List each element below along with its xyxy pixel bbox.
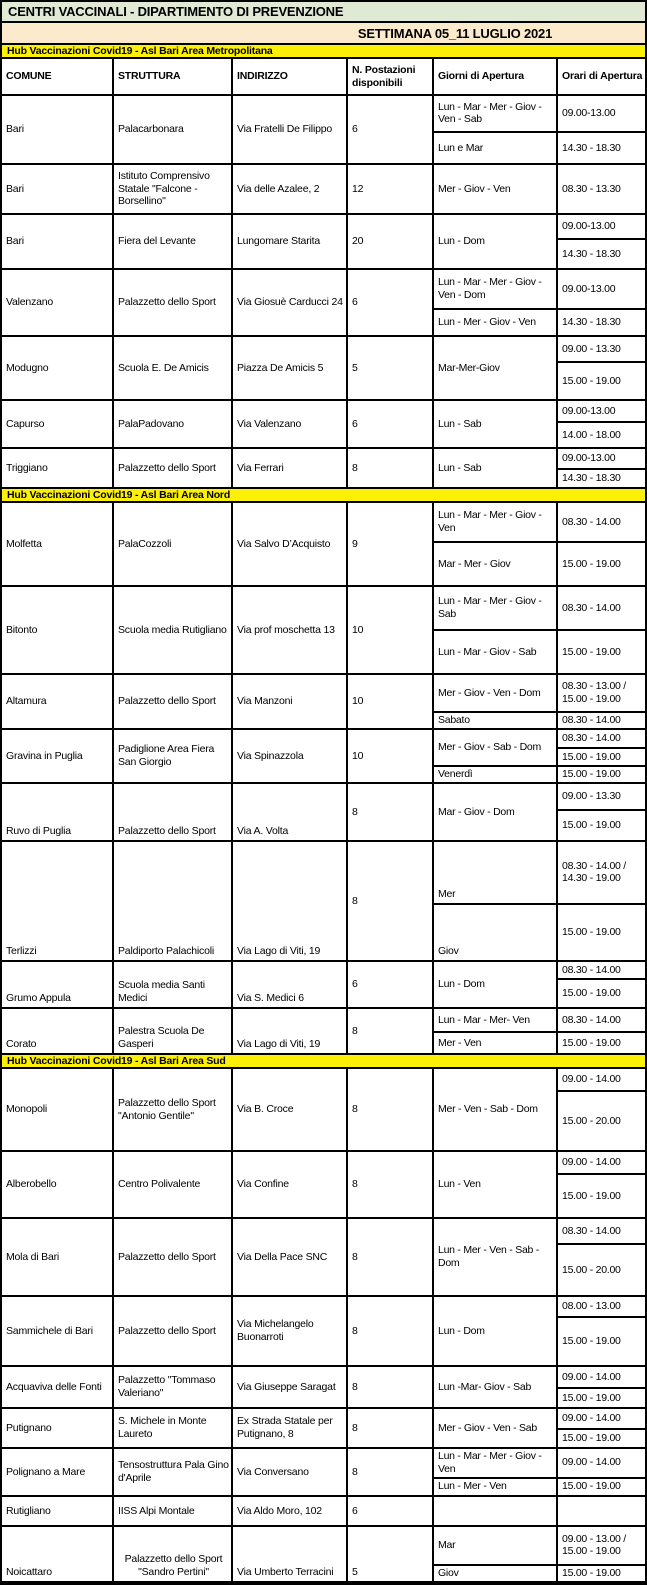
schedule-grid <box>434 1152 645 1217</box>
table-row <box>2 842 645 962</box>
cell-giorni: Mer - Giov - Ven - Dom <box>434 675 558 711</box>
cell-postazioni: 8 <box>348 1069 434 1150</box>
cell-postazioni: 10 <box>348 587 434 673</box>
cell-comune: Bari <box>2 215 114 268</box>
schedule-grid <box>434 730 645 782</box>
cell-postazioni: 8 <box>348 449 434 487</box>
cell-giorni: Mer - Giov - Ven <box>434 165 558 213</box>
cell-indirizzo: Via Valenzano <box>233 401 348 447</box>
cell-orari: 15.00 - 19.00 <box>558 809 645 840</box>
cell-orari: 15.00 - 19.00 <box>558 1173 645 1217</box>
cell-giorni: Lun - Dom <box>434 215 558 268</box>
cell-giorni: Lun - Mar - Giov - Sab <box>434 629 558 673</box>
cell-orari: 15.00 - 19.00 <box>558 903 645 960</box>
table-row <box>2 1069 645 1152</box>
cell-giorni: Giov <box>434 1564 558 1581</box>
cell-giorni: Mar - Mer - Giov <box>434 541 558 585</box>
table-row <box>2 1409 645 1449</box>
week-banner <box>2 23 645 45</box>
cell-orari: 09.00 - 13.30 <box>562 790 621 803</box>
cell-giorni: Lun - Mer - Ven - Sab - Dom <box>434 1219 558 1295</box>
table-row <box>2 165 645 215</box>
cell-struttura: Palazzetto dello Sport "Antonio Gentile" <box>114 1069 233 1150</box>
cell-postazioni: 6 <box>348 1497 434 1525</box>
cell-orari: 08.30 - 14.00 <box>558 711 645 728</box>
schedule-grid <box>434 842 645 960</box>
cell-struttura: Palazzetto dello Sport "Sandro Pertini" <box>114 1527 233 1581</box>
section-header: Hub Vaccinazioni Covid19 - Asl Bari Area Metropolitana <box>2 45 645 59</box>
cell-orari: 15.00 - 20.00 <box>558 1243 645 1295</box>
schedule-grid <box>434 784 645 840</box>
cell-postazioni: 6 <box>348 270 434 335</box>
cell-comune: Terlizzi <box>2 842 114 960</box>
cell-comune: Bari <box>2 165 114 213</box>
cell-orari: 14.00 - 18.00 <box>558 421 645 447</box>
cell-orari: 09.00 - 13.00 / 15.00 - 19.00 <box>562 1532 626 1558</box>
cell-struttura: Palazzetto dello Sport <box>114 270 233 335</box>
cell-giorni: Lun - Dom <box>434 1297 558 1365</box>
cell-indirizzo: Via Lago di Viti, 19 <box>233 842 348 960</box>
cell-giorni: Mer - Giov - Ven - Sab <box>434 1409 558 1447</box>
schedule-grid <box>434 1527 645 1581</box>
schedule-grid <box>434 215 645 268</box>
cell-giorni: Lun - Mar - Mer - Giov - Sab <box>434 587 558 629</box>
cell-postazioni: 8 <box>348 1367 434 1407</box>
cell-postazioni: 8 <box>348 1152 434 1217</box>
cell-comune: Triggiano <box>2 449 114 487</box>
cell-struttura: Scuola media Santi Medici <box>114 962 233 1007</box>
table-row <box>2 337 645 401</box>
cell-giorni: Mar <box>434 1527 558 1564</box>
cell-postazioni: 8 <box>348 842 434 960</box>
column-header-c3: N. Postazioni disponibili <box>348 59 434 94</box>
cell-indirizzo: Via Ferrari <box>233 449 348 487</box>
table-row <box>2 784 645 842</box>
cell-giorni: Lun - Mar - Mer- Ven <box>434 1009 558 1031</box>
cell-giorni: Mar - Giov - Dom <box>434 784 558 840</box>
cell-struttura: Palazzetto dello Sport <box>114 1297 233 1365</box>
cell-orari: 08.30 - 13.30 <box>562 182 621 195</box>
cell-postazioni: 20 <box>348 215 434 268</box>
cell-giorni: Lun - Ven <box>434 1152 558 1217</box>
schedule-grid <box>434 270 645 335</box>
cell-orari: 08.30 - 14.00 / 14.30 - 19.00 <box>562 859 626 885</box>
cell-struttura: Palazzetto dello Sport <box>114 675 233 728</box>
cell-struttura: S. Michele in Monte Laureto <box>114 1409 233 1447</box>
cell-orari: 15.00 - 19.00 <box>558 629 645 673</box>
cell-orari: 15.00 - 19.00 <box>558 1387 645 1407</box>
week-label: SETTIMANA 05_11 LUGLIO 2021 <box>357 25 553 41</box>
cell-orari: 09.00-13.00 <box>562 452 616 465</box>
cell-postazioni: 6 <box>348 962 434 1007</box>
cell-orari: 15.00 - 19.00 <box>558 1031 645 1053</box>
cell-orari: 15.00 - 19.00 <box>558 765 645 782</box>
cell-struttura: PalaCozzoli <box>114 503 233 585</box>
cell-orari: 08.30 - 14.00 <box>562 1013 621 1026</box>
schedule-grid <box>434 1219 645 1295</box>
cell-giorni: Lun - Mar - Mer - Giov - Ven <box>434 503 558 541</box>
schedule-grid <box>434 449 645 487</box>
cell-orari: 15.00 - 19.00 <box>558 361 645 399</box>
cell-postazioni: 6 <box>348 96 434 163</box>
cell-indirizzo: Via Umberto Terracini <box>233 1527 348 1581</box>
cell-struttura: PalaPadovano <box>114 401 233 447</box>
cell-struttura: Istituto Comprensivo Statale "Falcone - Borsellino" <box>114 165 233 213</box>
column-header-c4: Giorni di Apertura <box>434 59 558 94</box>
cell-postazioni: 8 <box>348 1219 434 1295</box>
cell-orari <box>558 1497 645 1525</box>
cell-indirizzo: Piazza De Amicis 5 <box>233 337 348 399</box>
cell-giorni <box>434 1497 558 1525</box>
table-row <box>2 1297 645 1367</box>
cell-indirizzo: Via Spinazzola <box>233 730 348 782</box>
cell-giorni: Mer <box>434 842 558 903</box>
cell-indirizzo: Via Salvo D’Acquisto <box>233 503 348 585</box>
cell-postazioni: 10 <box>348 730 434 782</box>
cell-struttura: Scuola E. De Amicis <box>114 337 233 399</box>
cell-orari: 08.00 - 13.00 <box>562 1300 621 1313</box>
cell-orari: 09.00-13.00 <box>562 220 616 233</box>
cell-indirizzo: Via Michelangelo Buonarroti <box>233 1297 348 1365</box>
schedule-grid <box>434 401 645 447</box>
cell-struttura: Palacarbonara <box>114 96 233 163</box>
cell-comune: Bitonto <box>2 587 114 673</box>
cell-orari: 14.30 - 18.30 <box>558 468 645 487</box>
cell-orari: 08.30 - 14.00 <box>562 1224 621 1237</box>
cell-struttura: Tensostruttura Pala Gino d'Aprile <box>114 1449 233 1495</box>
cell-indirizzo: Via prof moschetta 13 <box>233 587 348 673</box>
table-row <box>2 449 645 489</box>
cell-orari: 15.00 - 19.00 <box>558 1428 645 1447</box>
table-row <box>2 1367 645 1409</box>
cell-comune: Noicattaro <box>2 1527 114 1581</box>
cell-orari: 15.00 - 19.00 <box>558 1477 645 1495</box>
table-row <box>2 962 645 1009</box>
cell-orari: 08.30 - 14.00 <box>562 732 621 745</box>
schedule-grid <box>434 1449 645 1495</box>
column-header-c2: INDIRIZZO <box>233 59 348 94</box>
cell-comune: Acquaviva delle Fonti <box>2 1367 114 1407</box>
cell-indirizzo: Via Giuseppe Saragat <box>233 1367 348 1407</box>
cell-giorni: Lun - Mar - Mer - Giov - Ven - Sab <box>434 96 558 131</box>
cell-orari: 09.00-13.00 <box>562 107 616 120</box>
schedule-grid <box>434 1297 645 1365</box>
cell-giorni: Mer - Ven - Sab - Dom <box>434 1069 558 1150</box>
schedule-grid <box>434 1409 645 1447</box>
cell-indirizzo: Via Della Pace SNC <box>233 1219 348 1295</box>
cell-indirizzo: Via B. Croce <box>233 1069 348 1150</box>
table-row <box>2 675 645 730</box>
cell-orari: 15.00 - 19.00 <box>558 1316 645 1365</box>
column-header-c0: COMUNE <box>2 59 114 94</box>
schedule-grid <box>434 1009 645 1053</box>
schedule-grid <box>434 165 645 213</box>
cell-orari: 15.00 - 19.00 <box>558 1564 645 1581</box>
cell-indirizzo: Via Conversano <box>233 1449 348 1495</box>
cell-postazioni: 12 <box>348 165 434 213</box>
cell-postazioni: 10 <box>348 675 434 728</box>
cell-giorni: Lun - Sab <box>434 401 558 447</box>
cell-comune: Rutigliano <box>2 1497 114 1525</box>
cell-orari: 09.00 - 14.00 <box>562 1073 621 1086</box>
cell-orari: 09.00-13.00 <box>562 404 616 417</box>
cell-struttura: IISS Alpi Montale <box>114 1497 233 1525</box>
cell-orari: 08.30 - 14.00 <box>562 601 621 614</box>
cell-giorni: Lun e Mar <box>434 131 558 163</box>
schedule-grid <box>434 1069 645 1150</box>
cell-struttura: Palazzetto dello Sport <box>114 1219 233 1295</box>
section-header: Hub Vaccinazioni Covid19 - Asl Bari Area Nord <box>2 489 645 503</box>
cell-orari: 09.00 - 14.00 <box>562 1456 621 1469</box>
schedule-grid <box>434 96 645 163</box>
cell-orari: 09.00 - 13.30 <box>562 342 621 355</box>
cell-orari: 09.00 - 14.00 <box>562 1156 621 1169</box>
cell-indirizzo: Via Fratelli De Filippo <box>233 96 348 163</box>
cell-comune: Putignano <box>2 1409 114 1447</box>
cell-giorni: Lun - Dom <box>434 962 558 1007</box>
cell-indirizzo: Lungomare Starita <box>233 215 348 268</box>
cell-giorni: Lun - Mer - Ven <box>434 1477 558 1495</box>
cell-postazioni: 5 <box>348 1527 434 1581</box>
cell-orari: 08.30 - 13.00 / 15.00 - 19.00 <box>562 680 626 706</box>
cell-postazioni: 6 <box>348 401 434 447</box>
cell-orari: 09.00 - 14.00 <box>562 1370 621 1383</box>
table-row <box>2 1152 645 1219</box>
cell-postazioni: 5 <box>348 337 434 399</box>
cell-indirizzo: Via Giosuè Carducci 24 <box>233 270 348 335</box>
table-row <box>2 1497 645 1527</box>
cell-orari: 14.30 - 18.30 <box>558 308 645 335</box>
schedule-grid <box>434 503 645 585</box>
cell-postazioni: 9 <box>348 503 434 585</box>
cell-indirizzo: Via Confine <box>233 1152 348 1217</box>
cell-struttura: Fiera del Levante <box>114 215 233 268</box>
cell-struttura: Paldiporto Palachicoli <box>114 842 233 960</box>
cell-comune: Molfetta <box>2 503 114 585</box>
cell-struttura: Padiglione Area Fiera San Giorgio <box>114 730 233 782</box>
cell-giorni: Mer - Ven <box>434 1031 558 1053</box>
cell-comune: Polignano a Mare <box>2 1449 114 1495</box>
schedule-grid <box>434 675 645 728</box>
table-row <box>2 215 645 270</box>
column-header-c1: STRUTTURA <box>114 59 233 94</box>
cell-postazioni: 8 <box>348 1409 434 1447</box>
schedule-grid <box>434 1497 645 1525</box>
cell-struttura: Palestra Scuola De Gasperi <box>114 1009 233 1053</box>
table-row <box>2 1219 645 1297</box>
document-title-bar <box>2 2 645 23</box>
cell-orari: 08.30 - 14.00 <box>562 515 621 528</box>
cell-giorni: Mar-Mer-Giov <box>434 337 558 399</box>
cell-comune: Ruvo di Puglia <box>2 784 114 840</box>
cell-giorni: Sabato <box>434 711 558 728</box>
cell-giorni: Lun - Mer - Giov - Ven <box>434 308 558 335</box>
cell-indirizzo: Via Lago di Viti, 19 <box>233 1009 348 1053</box>
cell-postazioni: 8 <box>348 1297 434 1365</box>
cell-comune: Valenzano <box>2 270 114 335</box>
cell-postazioni: 8 <box>348 1449 434 1495</box>
schedule-grid <box>434 1367 645 1407</box>
cell-orari: 15.00 - 19.00 <box>558 978 645 1007</box>
cell-struttura: Centro Polivalente <box>114 1152 233 1217</box>
column-header-c5: Orari di Apertura <box>562 70 643 83</box>
schedule-grid <box>434 962 645 1007</box>
table-row <box>2 401 645 449</box>
table-row <box>2 587 645 675</box>
cell-comune: Modugno <box>2 337 114 399</box>
cell-orari: 15.00 - 19.00 <box>558 541 645 585</box>
cell-struttura: Palazzetto dello Sport <box>114 449 233 487</box>
cell-orari: 09.00 - 14.00 <box>562 1412 621 1425</box>
cell-orari: 14.30 - 18.30 <box>558 238 645 268</box>
cell-orari: 09.00-13.00 <box>562 282 616 295</box>
cell-indirizzo: Via Manzoni <box>233 675 348 728</box>
table-row <box>2 1009 645 1055</box>
cell-orari: 08.30 - 14.00 <box>562 963 621 976</box>
cell-comune: Bari <box>2 96 114 163</box>
cell-struttura: Palazzetto dello Sport <box>114 784 233 840</box>
table-row <box>2 270 645 337</box>
cell-comune: Alberobello <box>2 1152 114 1217</box>
table-row <box>2 1527 645 1583</box>
cell-giorni: Giov <box>434 903 558 960</box>
cell-comune: Altamura <box>2 675 114 728</box>
cell-orari: 14.30 - 18.30 <box>558 131 645 163</box>
cell-comune: Mola di Bari <box>2 1219 114 1295</box>
cell-comune: Gravina in Puglia <box>2 730 114 782</box>
cell-comune: Monopoli <box>2 1069 114 1150</box>
schedule-grid <box>434 587 645 673</box>
cell-indirizzo: Via A. Volta <box>233 784 348 840</box>
cell-giorni: Venerdì <box>434 765 558 782</box>
cell-comune: Capurso <box>2 401 114 447</box>
cell-indirizzo: Via Aldo Moro, 102 <box>233 1497 348 1525</box>
cell-indirizzo: Ex Strada Statale per Putignano, 8 <box>233 1409 348 1447</box>
table-row <box>2 730 645 784</box>
cell-giorni: Lun - Sab <box>434 449 558 487</box>
table-row <box>2 1449 645 1497</box>
cell-giorni: Lun - Mar - Mer - Giov - Ven <box>434 1449 558 1477</box>
cell-postazioni: 8 <box>348 1009 434 1053</box>
column-header-row <box>2 59 645 96</box>
cell-orari: 15.00 - 20.00 <box>558 1090 645 1150</box>
cell-struttura: Palazzetto "Tommaso Valeriano" <box>114 1367 233 1407</box>
cell-comune: Grumo Appula <box>2 962 114 1007</box>
cell-giorni: Lun -Mar- Giov - Sab <box>434 1367 558 1407</box>
cell-struttura: Scuola media Rutigliano <box>114 587 233 673</box>
table-row <box>2 96 645 165</box>
cell-orari: 15.00 - 19.00 <box>558 747 645 764</box>
section-header: Hub Vaccinazioni Covid19 - Asl Bari Area Sud <box>2 1055 645 1069</box>
cell-comune: Corato <box>2 1009 114 1053</box>
cell-giorni: Mer - Giov - Sab - Dom <box>434 730 558 765</box>
cell-indirizzo: Via delle Azalee, 2 <box>233 165 348 213</box>
cell-comune: Sammichele di Bari <box>2 1297 114 1365</box>
document-title: CENTRI VACCINALI - DIPARTIMENTO DI PREVENZIONE <box>8 4 344 19</box>
schedule-grid <box>434 337 645 399</box>
cell-giorni: Lun - Mar - Mer - Giov - Ven - Dom <box>434 270 558 308</box>
cell-indirizzo: Via S. Medici 6 <box>233 962 348 1007</box>
table-row <box>2 503 645 587</box>
cell-postazioni: 8 <box>348 784 434 840</box>
